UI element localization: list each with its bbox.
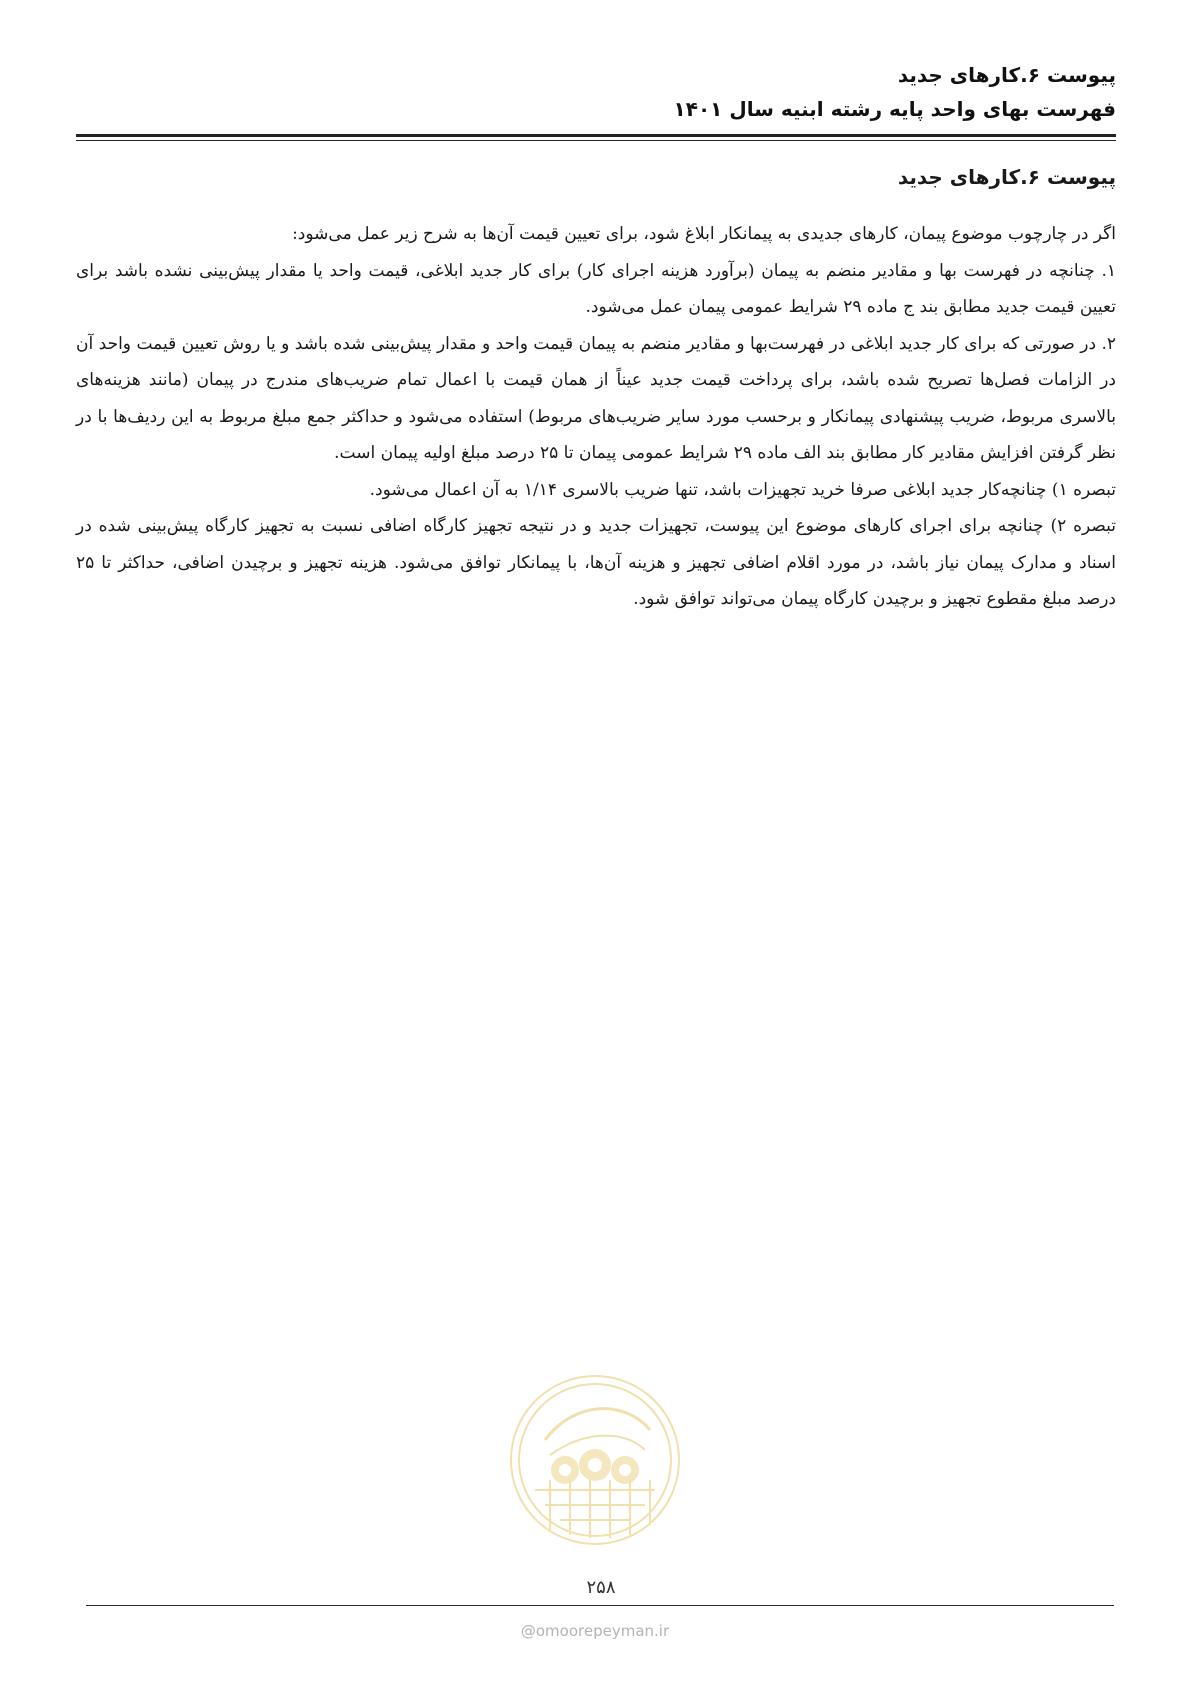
footer-divider <box>86 1605 1114 1606</box>
clause-2-paragraph: ۲. در صورتی که برای کار جدید ابلاغی در فهرست‌بها و مقادیر منضم به پیمان قیمت واحد و مقدار پیش‌بینی شده باشد و یا روش تعیین قیمت واحد آن در الزامات فصل‌ها تصریح شده باشد، برای پرداخت قیمت جدید عیناً از همان قیمت با اعمال تمام ضریب‌های مندرج در پیمان (مانند هزینه‌های بالاسری مربوط، ضریب پیشنهادی پیمانکار و برحسب مورد سایر ضریب‌های مربوط) استفاده می‌شود و حداکثر جمع مبلغ مربوط به این ردیف‌ها با در نظر گرفتن افزایش مقادیر کار مطابق بند الف ماده ۲۹ شرایط عمومی پیمان تا ۲۵ درصد مبلغ اولیه پیمان است. <box>76 333 1116 463</box>
website-watermark: @omoorepeyman.ir <box>520 1622 670 1640</box>
clause-1-paragraph: ۱. چنانچه در فهرست بها و مقادیر منضم به پیمان (برآورد هزینه اجرای کار) برای کار جدید ابلاغی، قیمت واحد یا مقدار پیش‌بینی نشده باشد برای تعیین قیمت جدید مطابق بند ج ماده ۲۹ شرایط عمومی پیمان عمل می‌شود. <box>76 260 1116 317</box>
page-number: ۲۵۸ <box>555 1576 647 1600</box>
page-header <box>76 58 1116 141</box>
note-2-paragraph: تبصره ۲) چنانچه برای اجرای کارهای موضوع این پیوست، تجهیزات جدید و در نتیجه تجهیز کارگاه اضافی نسبت به تجهیز کارگاه پیش‌بینی شده در اسناد و مدارک پیمان نیاز باشد، در مورد اقلام اضافی تجهیز و هزینه آن‌ها، با پیمانکار توافق می‌شود. هزینه تجهیز و برچیدن اضافی، حداکثر تا ۲۵ درصد مبلغ مقطوع تجهیز و برچیدن کارگاه پیمان می‌تواند توافق شود. <box>76 516 1116 609</box>
section-title: پیوست ۶.کارهای جدید <box>897 165 1116 189</box>
header-appendix-title: پیوست ۶.کارهای جدید <box>897 63 1116 87</box>
watermark-logo-seal <box>505 1370 685 1550</box>
note-1-paragraph: تبصره ۱) چنانچه‌کار جدید ابلاغی صرفا خرید تجهیزات باشد، تنها ضریب بالاسری ۱/۱۴ به آن اعمال می‌شود. <box>369 479 1116 500</box>
intro-paragraph: اگر در چارچوب موضوع پیمان، کارهای جدیدی به پیمانکار ابلاغ شود، برای تعیین قیمت آن‌ها به شرح زیر عمل می‌شود: <box>292 224 1116 244</box>
header-divider-thin <box>76 140 1116 141</box>
header-divider-thick <box>76 134 1116 137</box>
header-document-title: فهرست بهای واحد پایه رشته ابنیه سال ۱۴۰۱ <box>673 97 1116 121</box>
main-content <box>76 160 1116 618</box>
